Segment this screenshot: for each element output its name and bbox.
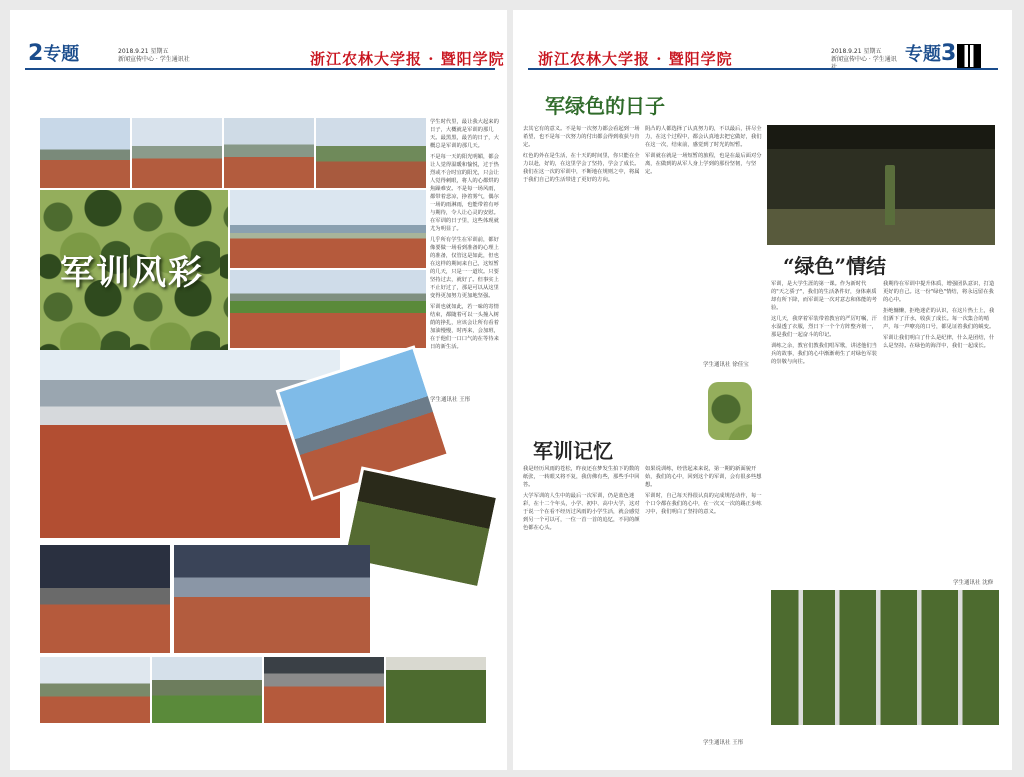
- right-page: [513, 10, 1012, 770]
- photo-field-drill: [230, 270, 426, 348]
- photo-drill-2: [132, 118, 222, 188]
- green-days-title: 军绿色的日子: [545, 94, 665, 118]
- photo-soldiers-march: [771, 590, 999, 725]
- article2-text-col2: 如果说训练，经营起来来说，第一期的新面貌开始，我们的心中，回到这个的军训，会有很多些想想。 军训时，自己每天得很认真的完成规范动作，每一个口令都在我们的心中，在一次又一次的踢正步练习中，我们明白了坚持的意义。: [645, 466, 762, 515]
- article1-text: 学生时代里，最让我大起来的日子，大概就是军训的那几天。最黑黑，最苦的日子，大概总是军训的那几天。 不是每一天的阳光明媚，都会让人觉得温暖和愉悦，过于热烈或不合时宜的阳光，只会让人觉得刺眼，将人的心都烘的焦躁难安。不是每一场风雨，都带着悲凉，挣着雾气，偶尔一场的雨淋雨，也能带着有呼与期待，令人让心灵的安慰。在军训的日子里，这些体现就尤为明显了。 几乎所有学生在军训前，都好像要做一场看到准备的心理上的准备，仅管这是如此，但也在这样的期间来自己，这短暂的几天，只是一一道坎。只要坚持过去，就好了。但事实上不止好过了，那是可以从这里变得更加努力更加地坚强。 军训也就如此，若一味的寄情结束，都随着可以一头撞入树荫的挣扎，应该会让所有看着加油慢慢，时再来，会加班，在于他们一口口气的在等待来日的新生活。: [430, 119, 499, 350]
- photo-flag-bearer: [40, 545, 170, 653]
- photo-drill-1: [40, 118, 130, 188]
- photo-bottom-1: [40, 657, 150, 723]
- photo-arena-drill: [174, 545, 370, 653]
- feature-title: 军训风彩: [60, 253, 204, 293]
- left-masthead: 浙江农林大学报 · 暨阳学院: [310, 50, 505, 68]
- page-number-left: 2专题: [28, 41, 80, 66]
- left-editor: 新闻宣传中心 · 学生通讯社: [118, 56, 190, 63]
- green-feeling-title: “绿色”情结: [783, 254, 887, 278]
- article4-text-col2: 我期待在军训中提升体质，增强团队意识，打造更好的自己。这一份"绿色"情结，将永远留在我的心中。 拒绝慵懒，拒绝迷茫的认识，在这片热土上，我们洒下了汗水，收获了成长。每一次集合的哨声，每一声嘹亮的口号，都见证着我们的蜕变。 军训让我们明白了什么是纪律，什么是团结，什么是坚持。在绿色的海洋中，我们一起成长。: [883, 281, 995, 349]
- right-editor: 新闻宣传中心 · 学生通讯: [831, 56, 897, 63]
- memory-title: 军训记忆: [533, 439, 613, 463]
- qr-code-icon: [957, 44, 981, 68]
- right-date: 2018.9.21 星期五: [831, 48, 882, 55]
- article2-text-col1: 我是经历风雨的苍松，昨夜还在梦发生拍下的数的纸张，一转眼又将不复，我仿佛有些，那些手中回答。 大学军训的人生中的最后一次军训，仍是蓝色迷彩，在十二个年头，小学、初中、高中大学，这对于说一个在看不经历过风雨的小学生活，就会感觉到另一个可以可，一位一首一首的追忆，不同的颜色都在心头。: [523, 466, 640, 531]
- left-page: [10, 10, 507, 770]
- right-header-rule: [528, 68, 998, 70]
- left-header-info: [118, 48, 208, 64]
- left-date: 2018.9.21 星期五: [118, 48, 169, 55]
- photo-campus-drill: [230, 190, 426, 268]
- soldier-cartoon-icon: [708, 382, 752, 440]
- photo-bottom-2: [152, 657, 262, 723]
- photo-drill-3: [224, 118, 314, 188]
- photo-bottom-3: [264, 657, 384, 723]
- photo-drill-4: [316, 118, 426, 188]
- article4-byline: 学生通讯社 沈修: [953, 580, 994, 586]
- page-number-right: 专题3: [905, 41, 957, 66]
- article1-byline: 学生通讯社 王彤: [430, 397, 471, 403]
- article4-text-col1: 军训，是大学生涯的第一课。作为新时代的"天之骄子"，我们的生活条件好，身体素质却有所下降，而军训是一次对意志和体能的考验。 这几天，我穿着军装带着教官的严厉叮嘱，汗水湿透了衣服，烈日下一个个方阵整齐划一，那是我们一起奋斗的印记。 训练之余，教官们教我们唱军歌，讲述他们当兵的故事，我们的心中渐渐萌生了对绿色军装的崇敬与向往。: [771, 281, 877, 365]
- article3-text-col2: 阴凸的人都选择了认真努力的，不以最后，拼尽全力，在这个过程中，都会认真地去把它做好，我们在这一次，结束前，感觉到了时光的短暂。 军训就在就是一场短暂的旅程，也是在最后面对分离，在做到的从军人身上学到的那份坚韧，与坚定。: [645, 126, 762, 175]
- instructor-figure: [885, 165, 895, 225]
- photo-instructor-night: [767, 125, 995, 245]
- article2-byline: 学生通讯社 王彤: [703, 740, 744, 746]
- right-masthead: 浙江农林大学报 · 暨阳学院: [538, 50, 733, 68]
- article3-byline: 学生通讯社 徐佳宝: [703, 362, 749, 368]
- left-header-rule: [25, 68, 495, 70]
- photo-bottom-4: [386, 657, 486, 723]
- article3-text-col1: 去其它有的意义。不是每一次努力都会看起到一场希望，也不是每一次努力的付出都会得到收获与肯定。 红色的外在是生活，在十天的时间里，你只能在全力以赴，好的，在这里学会了坚持，学会了成长。我们在这一次的军训中，不断地在规则之中，将属于我们自己的生活带进了更好的方向。: [523, 126, 640, 183]
